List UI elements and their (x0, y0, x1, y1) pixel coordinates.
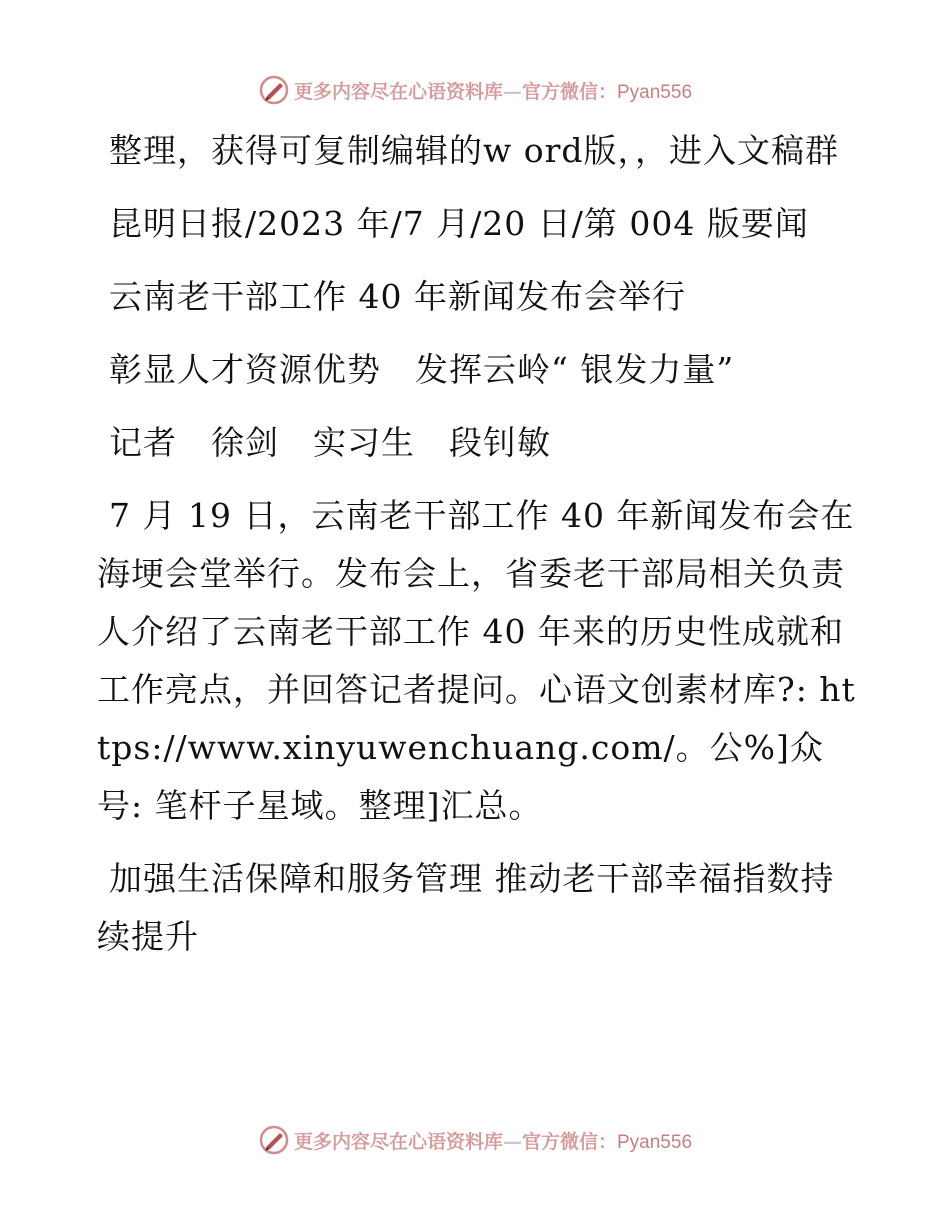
pen-logo-icon (258, 74, 290, 106)
section-heading: 加强生活保障和服务管理 推动老干部幸福指数持续提升 (97, 859, 835, 956)
intro-paragraph: 整理，获得可复制编辑的w ord版，，进入文稿群 (109, 131, 840, 170)
pen-logo-icon (258, 1124, 290, 1156)
body-paragraph: 7 月 19 日，云南老干部工作 40 年新闻发布会在海埂会堂举行。发布会上，省委老干部局相关负责人介绍了云南老干部工作 40 年来的历史性成就和工作亮点，并回答记者提问。心语文创素材库?: https://www.xinyuwenchuang.com/。公%]众号: 笔杆子星域。整理]汇总。 (97, 496, 856, 825)
document-body (97, 122, 857, 981)
footer-watermark (0, 1120, 950, 1160)
article-subtitle: 彰显人才资源优势 发挥云岭“ 银发力量” (109, 350, 735, 389)
article-title: 云南老干部工作 40 年新闻发布会举行 (109, 277, 686, 316)
watermark-text: 更多内容尽在心语资料库—官方微信：Pyan556 (293, 80, 693, 103)
byline: 记者 徐剑 实习生 段钊敏 (109, 423, 551, 462)
header-watermark (0, 70, 950, 110)
watermark-text: 更多内容尽在心语资料库—官方微信：Pyan556 (293, 1130, 693, 1153)
source-line: 昆明日报/2023 年/7 月/20 日/第 004 版要闻 (109, 204, 809, 243)
